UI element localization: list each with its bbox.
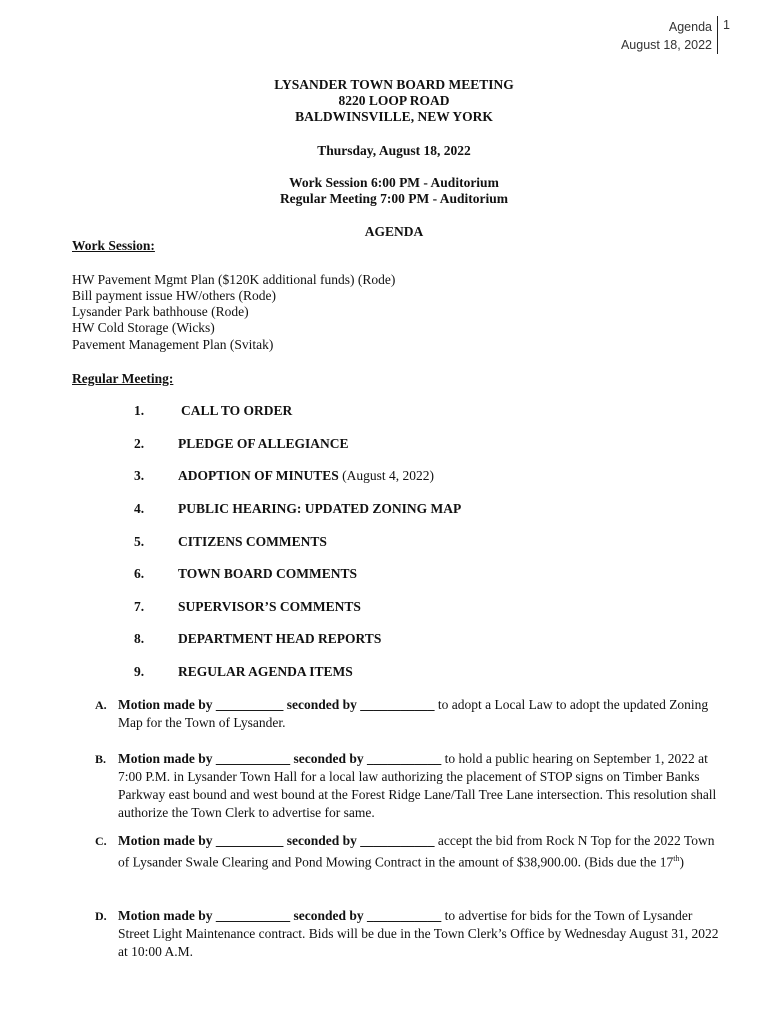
work-session-item: HW Cold Storage (Wicks) — [72, 320, 215, 335]
regular-meeting-time: Regular Meeting 7:00 PM - Auditorium — [279, 191, 509, 206]
work-session-heading: Work Session: — [72, 238, 155, 253]
agenda-item-number: 7. — [134, 599, 145, 614]
agenda-item-number: 6. — [134, 566, 145, 581]
agenda-item-number: 4. — [134, 501, 145, 516]
regular-meeting-heading: Regular Meeting: — [72, 371, 174, 386]
motion-text: Motion made by __________ seconded by ___________ accept the bid from Rock N Top for the 2022 Town of Lysander Swale Clearing and Pond Mowing Contract in the amount of $38,900.00. (Bids due the 17th) — [118, 833, 715, 870]
motion-letter: B. — [95, 752, 107, 766]
work-session-item: Pavement Management Plan (Svitak) — [72, 337, 274, 352]
meeting-address: 8220 LOOP ROAD — [338, 93, 450, 108]
agenda-item-text: CALL TO ORDER — [181, 403, 293, 418]
work-session-item: HW Pavement Mgmt Plan ($120K additional funds) (Rode) — [72, 272, 396, 287]
agenda-item-number: 9. — [134, 664, 145, 679]
work-session-item: Bill payment issue HW/others (Rode) — [72, 288, 276, 303]
agenda-item-text: PUBLIC HEARING: UPDATED ZONING MAP — [178, 501, 462, 516]
agenda-item-text: REGULAR AGENDA ITEMS — [178, 664, 353, 679]
agenda-item-text: ADOPTION OF MINUTES (August 4, 2022) — [178, 468, 435, 483]
motion-text: Motion made by __________ seconded by ___________ to adopt a Local Law to adopt the updated Zoning Map for the Town of Lysander. — [118, 697, 709, 730]
motion-letter: C. — [95, 834, 107, 848]
agenda-item-number: 5. — [134, 534, 145, 549]
meeting-date: Thursday, August 18, 2022 — [317, 143, 471, 158]
agenda-heading: AGENDA — [364, 224, 424, 239]
header-title: Agenda — [668, 20, 712, 34]
meeting-title: LYSANDER TOWN BOARD MEETING — [274, 77, 514, 92]
agenda-item-number: 1. — [134, 403, 145, 418]
work-session-time: Work Session 6:00 PM - Auditorium — [289, 175, 499, 190]
motion-text: Motion made by ___________ seconded by ___________ to hold a public hearing on September 1, 2022 at 7:00 P.M. in Lysander Town Hall for a local law authorizing the placement of STOP signs on Timber Banks Parkway east bound and west bound at the Forest Ridge Lane/Tall Tree Lane intersection. This resolution shall authorize the Town Clerk to advertise for same. — [118, 751, 717, 820]
agenda-item-number: 3. — [134, 468, 145, 483]
header-date: August 18, 2022 — [620, 38, 712, 52]
work-session-item: Lysander Park bathhouse (Rode) — [72, 304, 249, 319]
motion-letter: D. — [95, 909, 107, 923]
agenda-item-text: SUPERVISOR’S COMMENTS — [178, 599, 361, 614]
agenda-item-text: PLEDGE OF ALLEGIANCE — [178, 436, 349, 451]
motion-letter: A. — [95, 698, 107, 712]
agenda-item-text: TOWN BOARD COMMENTS — [178, 566, 358, 581]
agenda-item-number: 2. — [134, 436, 145, 451]
agenda-item-text: DEPARTMENT HEAD REPORTS — [178, 631, 382, 646]
meeting-city: BALDWINSVILLE, NEW YORK — [295, 109, 493, 124]
page-number: 1 — [723, 18, 730, 32]
motion-text: Motion made by ___________ seconded by ___________ to advertise for bids for the Town of Lysander Street Light Maintenance contract. Bids will be due in the Town Clerk’s Office by Wednesday August 31, 2022 at 10:00 A.M. — [118, 908, 719, 959]
agenda-item-text: CITIZENS COMMENTS — [178, 534, 327, 549]
agenda-item-number: 8. — [134, 631, 145, 646]
header-divider — [717, 16, 718, 54]
running-header — [621, 18, 712, 54]
